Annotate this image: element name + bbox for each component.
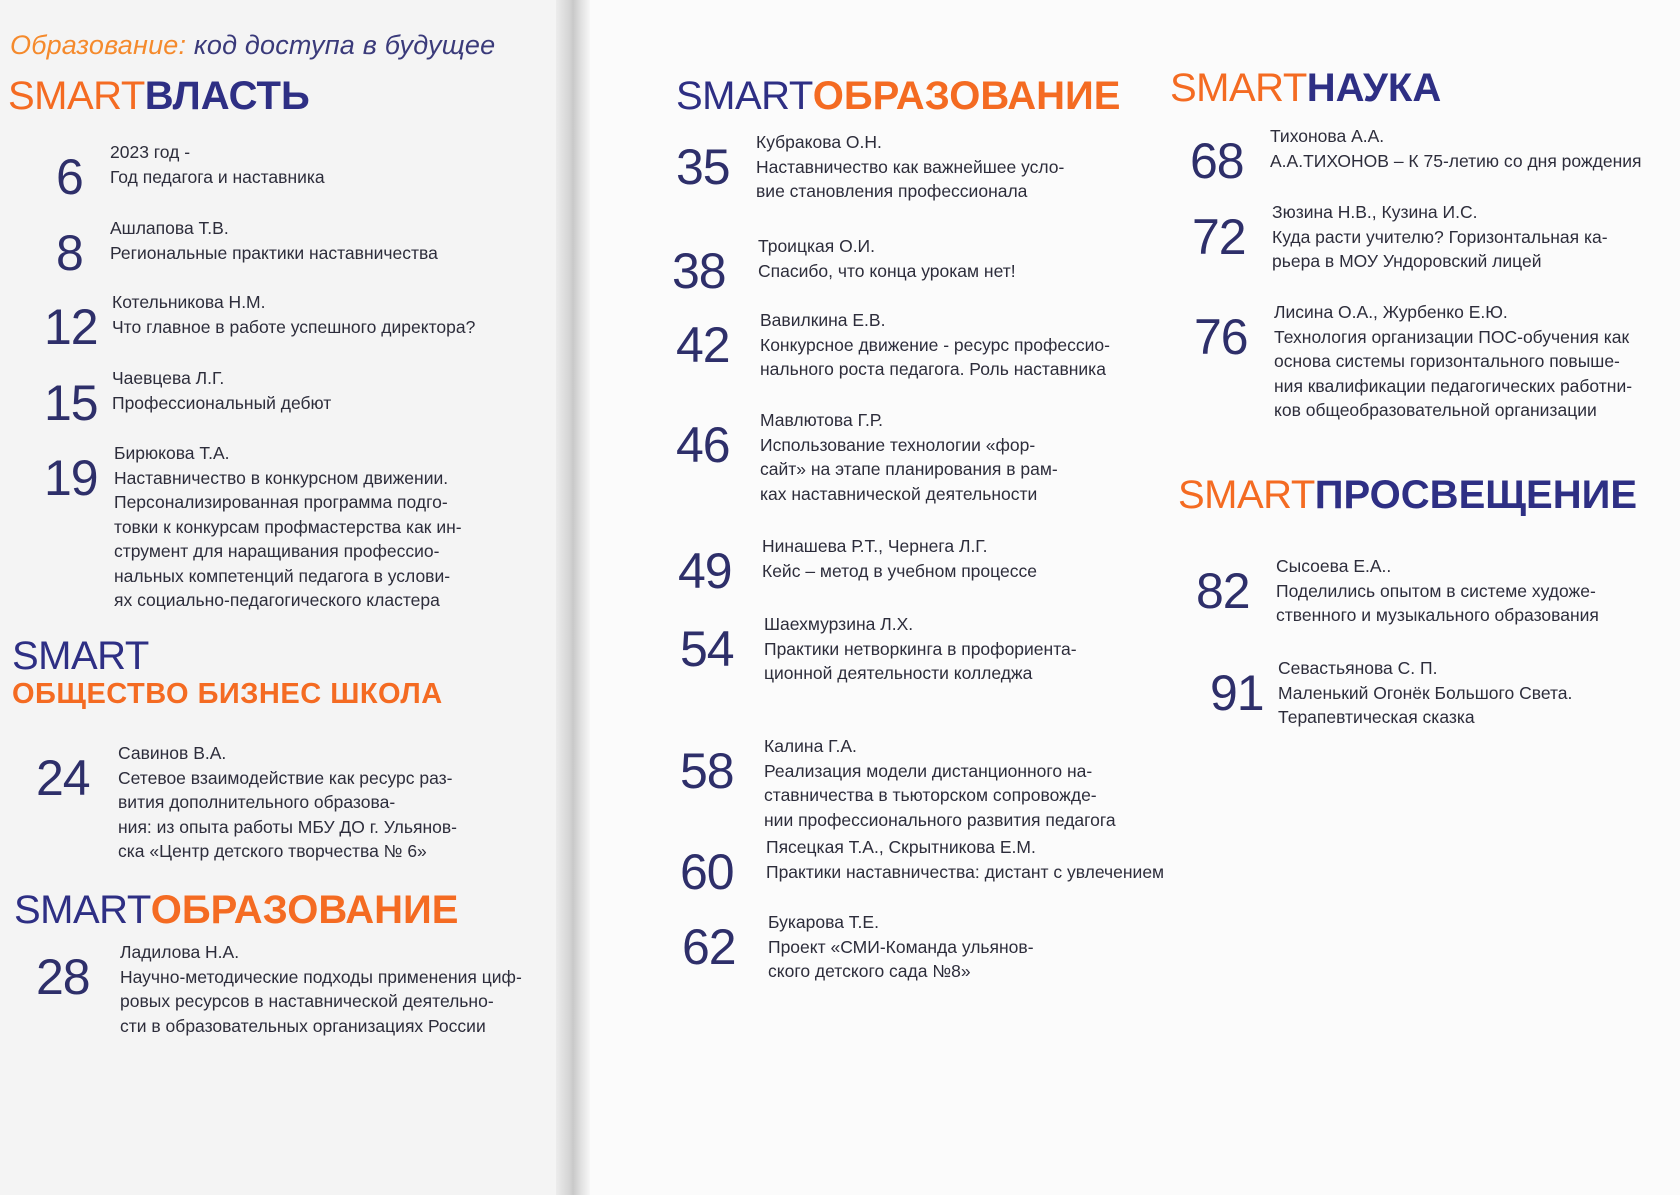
page-number: 15 bbox=[44, 375, 98, 431]
entry-author: Котельникова Н.М. bbox=[112, 292, 266, 312]
entry-text bbox=[762, 534, 1037, 583]
entry-author: Зюзина Н.В., Кузина И.С. bbox=[1272, 202, 1478, 222]
entry-title-line: Проект «СМИ-Команда ульянов- bbox=[768, 936, 1034, 957]
entry-title-line: А.А.ТИХОНОВ – К 75-летию со дня рождения bbox=[1270, 150, 1642, 171]
entry-title-line: Наставничество в конкурсном движении. bbox=[114, 467, 449, 488]
entry-title-line: сти в образовательных организациях России bbox=[120, 1015, 486, 1036]
heading-prefix: SMART bbox=[1170, 66, 1307, 110]
entry-author: Сысоева Е.А.. bbox=[1276, 556, 1392, 576]
heading-prefix: SMART bbox=[8, 74, 145, 118]
entry-author: Лисина О.А., Журбенко Е.Ю. bbox=[1274, 302, 1508, 322]
entry-text bbox=[1274, 300, 1632, 423]
entry-author: Ладилова Н.А. bbox=[120, 942, 240, 962]
entry-title-line: вития дополнительного образова- bbox=[118, 792, 396, 812]
entry-title-line: Региональные практики наставничества bbox=[110, 242, 438, 263]
entry-title-line: Использование технологии «фор- bbox=[760, 434, 1036, 455]
page-number: 28 bbox=[36, 949, 90, 1005]
page-number: 60 bbox=[680, 844, 734, 900]
page-number: 38 bbox=[672, 243, 726, 299]
page-number: 12 bbox=[44, 299, 98, 355]
entry-title-line: Персонализированная программа подго- bbox=[114, 492, 448, 512]
entry-author: Нинашева Р.Т., Чернега Л.Г. bbox=[762, 536, 988, 556]
entry-text bbox=[118, 741, 457, 864]
entry-title-line: Практики нетворкинга в профориента- bbox=[764, 638, 1077, 659]
page-number: 24 bbox=[36, 750, 90, 806]
entry-text bbox=[120, 940, 522, 1038]
section-heading-obshchestvo bbox=[12, 636, 443, 709]
section-heading-nauka bbox=[1170, 68, 1441, 108]
entry-title-line: Год педагога и наставника bbox=[110, 166, 325, 187]
heading-title: ОБРАЗОВАНИЕ bbox=[150, 888, 459, 932]
page-number: 54 bbox=[680, 621, 734, 677]
entry-title-line: Куда расти учителю? Горизонтальная ка- bbox=[1272, 226, 1608, 247]
entry-title-line: Реализация модели дистанционного на- bbox=[764, 760, 1093, 781]
entry-title-line: ках наставнической деятельности bbox=[760, 483, 1038, 504]
entry-author: Букарова Т.Е. bbox=[768, 912, 879, 932]
entry-text bbox=[764, 612, 1077, 686]
entry-text bbox=[112, 366, 331, 415]
entry-title-line: ского детского сада №8» bbox=[768, 961, 971, 981]
entry-title-line: нии профессионального развития педагога bbox=[764, 809, 1116, 830]
entry-title-line: нального роста педагога. Роль наставника bbox=[760, 359, 1106, 379]
entry-title-line: основа системы горизонтального повыше- bbox=[1274, 351, 1620, 371]
entry-text bbox=[766, 835, 1164, 884]
entry-title-line: Что главное в работе успешного директора? bbox=[112, 316, 476, 337]
page-number: 35 bbox=[676, 139, 730, 195]
entry-text bbox=[764, 734, 1116, 832]
entry-title-line: ставничества в тьюторском сопровожде- bbox=[764, 785, 1097, 805]
entry-title-line: Технология организации ПОС-обучения как bbox=[1274, 326, 1630, 347]
entry-title-line: ях социально-педагогического кластера bbox=[114, 590, 440, 610]
entry-text bbox=[110, 140, 325, 189]
entry-title-line: рьера в МОУ Ундоровский лицей bbox=[1272, 251, 1542, 271]
heading-prefix: SMART bbox=[1178, 473, 1315, 517]
entry-author: Бирюкова Т.А. bbox=[114, 443, 230, 463]
entry-title-line: Профессиональный дебют bbox=[112, 392, 332, 413]
page-number: 76 bbox=[1194, 309, 1248, 365]
subtitle-part-2: код доступа в будущее bbox=[193, 30, 496, 60]
entry-title-line: Научно-методические подходы применения циф- bbox=[120, 966, 522, 987]
entry-author: Кубракова О.Н. bbox=[756, 132, 882, 152]
entry-text bbox=[1270, 124, 1642, 173]
entry-title-line: Кейс – метод в учебном процессе bbox=[762, 560, 1037, 581]
page-number: 49 bbox=[678, 543, 732, 599]
entry-author: Шаехмурзина Л.Х. bbox=[764, 614, 914, 634]
entry-author: Ашлапова Т.В. bbox=[110, 218, 229, 238]
entry-title-line: ска «Центр детского творчества № 6» bbox=[118, 841, 427, 861]
page-number: 58 bbox=[680, 743, 734, 799]
entry-text bbox=[760, 408, 1058, 506]
page-number: 46 bbox=[676, 417, 730, 473]
entry-author: Мавлютова Г.Р. bbox=[760, 410, 884, 430]
entry-text bbox=[110, 216, 438, 265]
entry-text bbox=[756, 130, 1064, 204]
entry-author: Пясецкая Т.А., Скрытникова Е.М. bbox=[766, 837, 1036, 857]
entry-title-line: ровых ресурсов в наставнической деятельно- bbox=[120, 991, 494, 1011]
entry-title-line: сайт» на этапе планирования в рам- bbox=[760, 459, 1058, 479]
entry-author: 2023 год - bbox=[110, 142, 191, 162]
entry-title-line: нальных компетенций педагога в услови- bbox=[114, 565, 451, 586]
page-number: 19 bbox=[44, 450, 98, 506]
page-number: 91 bbox=[1210, 665, 1264, 721]
entry-text bbox=[1276, 554, 1599, 628]
entry-title-line: Наставничество как важнейшее усло- bbox=[756, 156, 1065, 177]
entry-text bbox=[112, 290, 475, 339]
entry-author: Троицкая О.И. bbox=[758, 236, 875, 256]
heading-prefix: SMART bbox=[14, 888, 151, 932]
entry-text bbox=[114, 441, 462, 613]
magazine-subtitle bbox=[10, 30, 495, 61]
entry-author: Тихонова А.А. bbox=[1270, 126, 1385, 146]
heading-title: ПРОСВЕЩЕНИЕ bbox=[1314, 473, 1638, 517]
entry-text bbox=[768, 910, 1034, 984]
entry-title-line: Практики наставничества: дистант с увлечением bbox=[766, 861, 1165, 882]
entry-title-line: вие становления профессионала bbox=[756, 181, 1028, 201]
entry-title-line: струмент для наращивания профессио- bbox=[114, 541, 440, 561]
entry-title-line: Поделились опытом в системе художе- bbox=[1276, 580, 1596, 601]
heading-title: ОБЩЕСТВО БИЗНЕС ШКОЛА bbox=[12, 678, 443, 710]
heading-title: ОБРАЗОВАНИЕ bbox=[812, 74, 1121, 118]
page-gutter bbox=[556, 0, 590, 1195]
entry-text bbox=[760, 308, 1110, 382]
page-number: 72 bbox=[1192, 209, 1246, 265]
page-number: 42 bbox=[676, 317, 730, 373]
entry-author: Чаевцева Л.Г. bbox=[112, 368, 225, 388]
subtitle-part-1: Образование: bbox=[10, 30, 187, 60]
entry-title-line: ния: из опыта работы МБУ ДО г. Ульянов- bbox=[118, 816, 458, 837]
entry-author: Вавилкина Е.В. bbox=[760, 310, 886, 330]
heading-title: ВЛАСТЬ bbox=[144, 74, 310, 118]
entry-title-line: ния квалификации педагогических работни- bbox=[1274, 375, 1633, 396]
entry-text bbox=[758, 234, 1016, 283]
entry-title-line: Спасибо, что конца урокам нет! bbox=[758, 260, 1016, 281]
entry-author: Савинов В.А. bbox=[118, 743, 227, 763]
section-heading-obrazovanie-right bbox=[676, 76, 1120, 116]
page-number: 6 bbox=[56, 149, 83, 205]
section-heading-prosveshchenie bbox=[1178, 475, 1637, 515]
entry-title-line: ственного и музыкального образования bbox=[1276, 605, 1599, 625]
heading-title: НАУКА bbox=[1306, 66, 1442, 110]
entry-title-line: ционной деятельности колледжа bbox=[764, 663, 1033, 683]
entry-title-line: Маленький Огонёк Большого Света. bbox=[1278, 682, 1573, 703]
entry-author: Севастьянова С. П. bbox=[1278, 658, 1438, 678]
page-number: 8 bbox=[56, 225, 83, 281]
entry-author: Калина Г.А. bbox=[764, 736, 857, 756]
page-number: 68 bbox=[1190, 133, 1244, 189]
entry-text bbox=[1278, 656, 1572, 730]
entry-title-line: Сетевое взаимодействие как ресурс раз- bbox=[118, 767, 453, 788]
entry-title-line: ков общеобразовательной организации bbox=[1274, 400, 1597, 420]
heading-prefix: SMART bbox=[676, 74, 813, 118]
section-heading-vlast bbox=[8, 76, 310, 116]
entry-title-line: Конкурсное движение - ресурс профессио- bbox=[760, 334, 1110, 355]
page-number: 82 bbox=[1196, 563, 1250, 619]
entry-text bbox=[1272, 200, 1608, 274]
section-heading-obrazovanie-left bbox=[14, 890, 458, 930]
entry-title-line: товки к конкурсам профмастерства как ин- bbox=[114, 516, 462, 537]
entry-title-line: Терапевтическая сказка bbox=[1278, 707, 1475, 727]
heading-prefix: SMART bbox=[12, 634, 149, 678]
page-number: 62 bbox=[682, 919, 736, 975]
